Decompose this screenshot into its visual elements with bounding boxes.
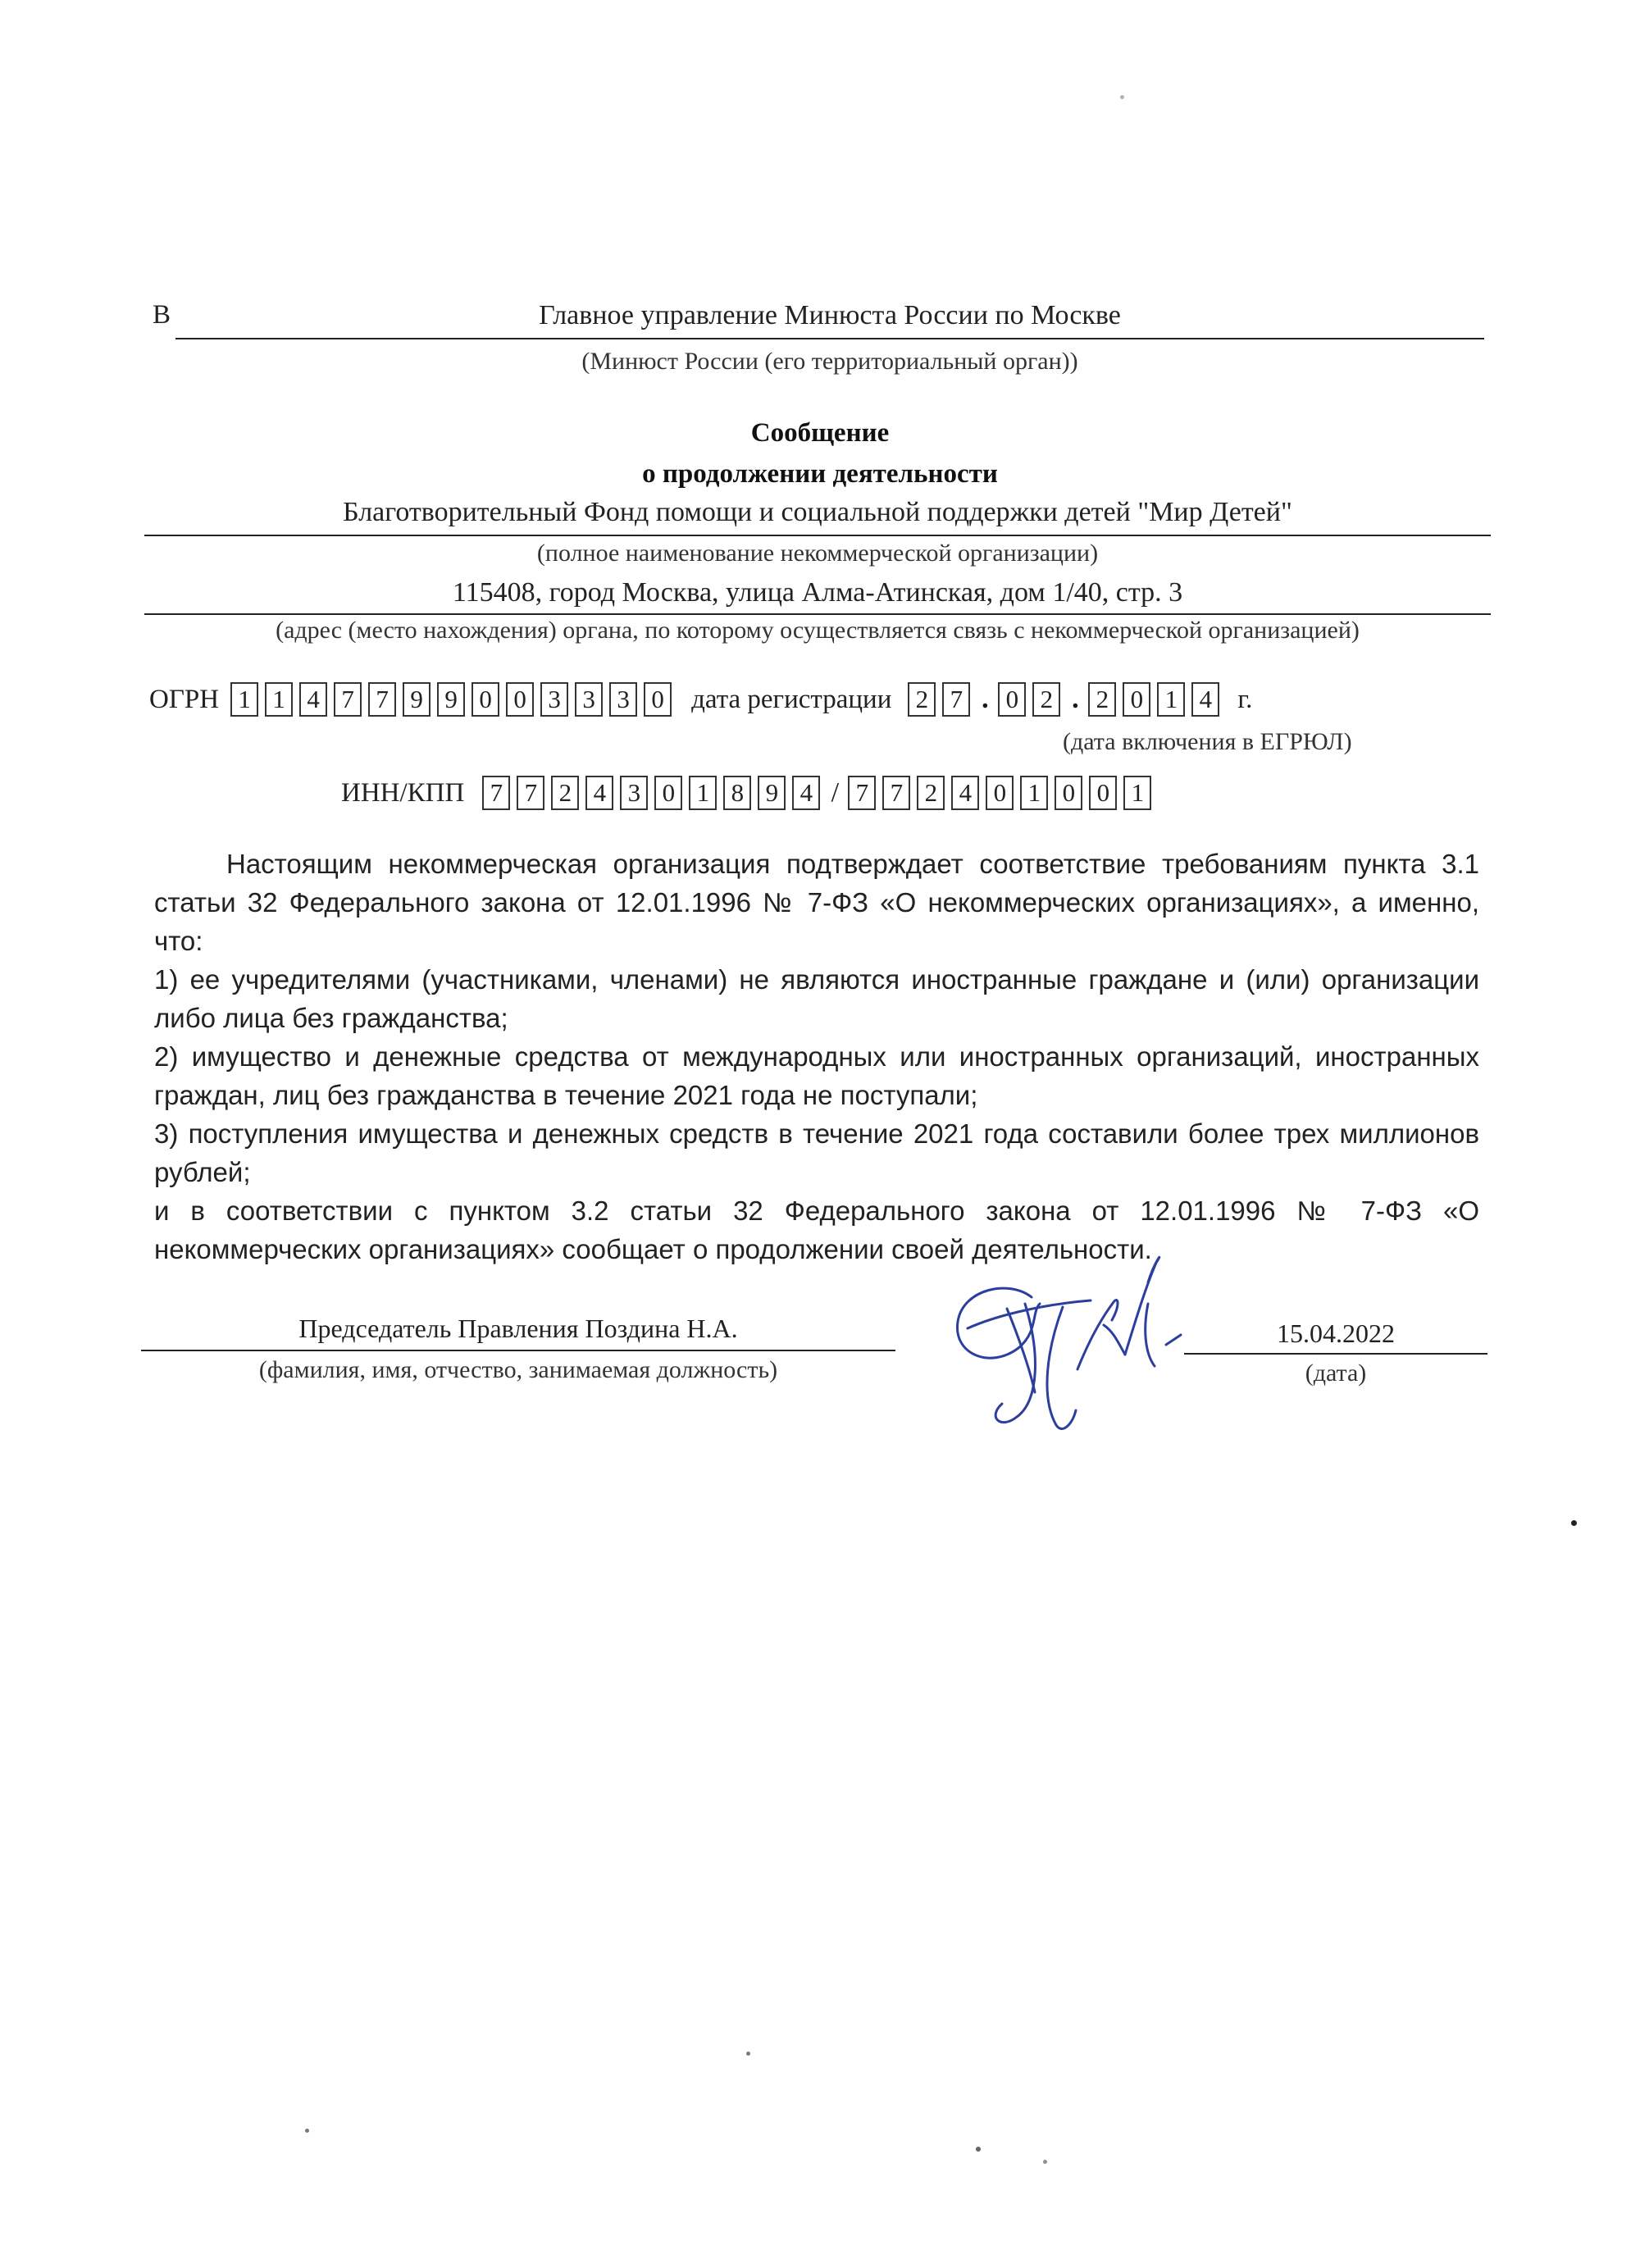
- date-caption: (дата): [1305, 1359, 1367, 1387]
- scan-speck: [1571, 1520, 1577, 1526]
- addressee-caption: (Минюст России (его территориальный орган)): [581, 348, 1078, 375]
- registration-dot: .: [1072, 684, 1079, 714]
- digit-cell: 7: [848, 776, 876, 810]
- digit-cell: 1: [689, 776, 717, 810]
- registration-dot: .: [982, 684, 989, 714]
- digit-cell: 2: [908, 682, 936, 717]
- digit-cell: 0: [1055, 776, 1082, 810]
- digit-cell: 0: [986, 776, 1014, 810]
- ogrn-row: [149, 680, 1252, 719]
- scan-speck: [1120, 95, 1124, 99]
- organization-name: Благотворительный Фонд помощи и социальной поддержки детей "Мир Детей": [343, 497, 1292, 527]
- organization-address-line: [144, 613, 1491, 615]
- digit-cell: 3: [620, 776, 648, 810]
- signatory-caption: (фамилия, имя, отчество, занимаемая должность): [258, 1356, 778, 1383]
- inn-cells: [482, 776, 827, 810]
- scan-speck: [305, 2129, 309, 2133]
- digit-cell: 1: [1123, 776, 1151, 810]
- digit-cell: 9: [758, 776, 786, 810]
- digit-cell: 0: [472, 682, 499, 717]
- signature: [943, 1246, 1189, 1443]
- inn-kpp-row: [341, 773, 1158, 813]
- registration-year-suffix: г.: [1237, 684, 1253, 714]
- digit-cell: 3: [540, 682, 568, 717]
- organization-name-caption: (полное наименование некоммерческой организации): [536, 540, 1099, 567]
- scan-speck: [1043, 2160, 1047, 2164]
- statement-closing: и в соответствии с пунктом 3.2 статьи 32 Федерального закона от 12.01.1996 № 7-ФЗ «О некоммерческих организациях» сообщает о продолжении своей деятельности.: [154, 1195, 1479, 1264]
- digit-cell: 4: [585, 776, 613, 810]
- document-subtitle: о продолжении деятельности: [642, 459, 998, 489]
- statement-item-1: 1) ее учредителями (участниками, членами) не являются иностранные граждане и (или) организации либо лица без гражданства;: [154, 964, 1479, 1033]
- digit-cell: 0: [654, 776, 682, 810]
- digit-cell: 0: [644, 682, 672, 717]
- digit-cell: 0: [1089, 776, 1117, 810]
- digit-cell: 7: [942, 682, 970, 717]
- ogrn-label: ОГРН: [149, 684, 220, 714]
- organization-name-line: [144, 535, 1491, 536]
- kpp-cells: [848, 776, 1158, 810]
- digit-cell: 4: [951, 776, 979, 810]
- digit-cell: 1: [1157, 682, 1185, 717]
- digit-cell: 7: [368, 682, 396, 717]
- digit-cell: 7: [482, 776, 510, 810]
- digit-cell: 1: [230, 682, 258, 717]
- statement-item-2: 2) имущество и денежные средства от международных или иностранных организаций, иностранных граждан, лиц без гражданства в течение 2021 года не поступали;: [154, 1041, 1479, 1110]
- statement-item-3: 3) поступления имущества и денежных средств в течение 2021 года составили более трех миллионов рублей;: [154, 1118, 1479, 1187]
- statement-body: [154, 845, 1479, 1268]
- registration-label: дата регистрации: [691, 684, 892, 714]
- inn-kpp-slash: /: [831, 777, 840, 808]
- digit-cell: 3: [609, 682, 637, 717]
- date-line: [1184, 1353, 1487, 1355]
- addressee-value: Главное управление Минюста России по Москве: [539, 300, 1121, 330]
- signatory-line: [141, 1350, 895, 1351]
- organization-address: 115408, город Москва, улица Алма-Атинская, дом 1/40, стр. 3: [452, 577, 1183, 608]
- addressee-prefix: В: [153, 300, 171, 330]
- registration-day-cells: [908, 682, 977, 717]
- digit-cell: 0: [998, 682, 1026, 717]
- digit-cell: 0: [506, 682, 534, 717]
- digit-cell: 1: [265, 682, 293, 717]
- registration-year-cells: [1088, 682, 1226, 717]
- registration-caption: (дата включения в ЕГРЮЛ): [1063, 728, 1352, 755]
- addressee-line: [175, 338, 1484, 339]
- digit-cell: 9: [437, 682, 465, 717]
- signatory-value: Председатель Правления Поздина Н.А.: [298, 1314, 738, 1343]
- document-title: Сообщение: [750, 418, 890, 448]
- digit-cell: 2: [1032, 682, 1060, 717]
- organization-address-caption: (адрес (место нахождения) органа, по которому осуществляется связь с некоммерческой организацией): [276, 617, 1360, 644]
- ogrn-cells: [230, 682, 678, 717]
- digit-cell: 7: [334, 682, 362, 717]
- digit-cell: 4: [792, 776, 820, 810]
- digit-cell: 3: [575, 682, 603, 717]
- digit-cell: 4: [299, 682, 327, 717]
- digit-cell: 4: [1191, 682, 1219, 717]
- registration-month-cells: [998, 682, 1067, 717]
- digit-cell: 2: [551, 776, 579, 810]
- digit-cell: 2: [917, 776, 945, 810]
- scan-speck: [746, 2052, 750, 2056]
- digit-cell: 1: [1020, 776, 1048, 810]
- date-value: 15.04.2022: [1277, 1318, 1395, 1348]
- digit-cell: 9: [403, 682, 430, 717]
- inn-kpp-label: ИНН/КПП: [341, 777, 465, 808]
- digit-cell: 0: [1123, 682, 1150, 717]
- scan-speck: [976, 2147, 981, 2152]
- digit-cell: 2: [1088, 682, 1116, 717]
- digit-cell: 7: [882, 776, 910, 810]
- statement-intro: Настоящим некоммерческая организация подтверждает соответствие требованиям пункта 3.1 статьи 32 Федерального закона от 12.01.1996 № 7-ФЗ «О некоммерческих организациях», а именно, что:: [154, 849, 1479, 956]
- digit-cell: 7: [517, 776, 544, 810]
- digit-cell: 8: [723, 776, 751, 810]
